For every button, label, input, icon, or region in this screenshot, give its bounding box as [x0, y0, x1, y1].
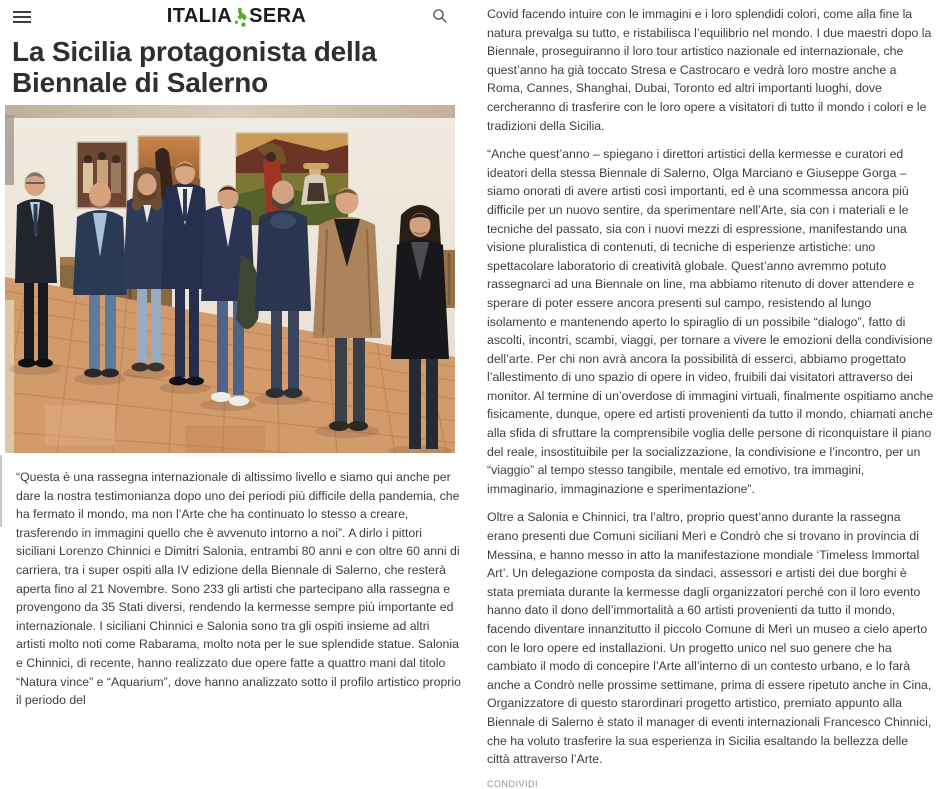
body-paragraph-2: “Anche quest’anno – spiegano i direttori artistici della kermesse e curatori ed ideatori della stessa Biennale di Salerno, Olga Marciano e Giuseppe Gorga – siamo onorati di avere artisti così importanti, ed è una scommessa ancora più difficile per un nuovo sentire, da sperimentare nell’Arte, sia con i materiali e le tecniche del passato, sia con i nuovi mezzi di espressione, manifestando una visione pluralistica di contenuti, di tecniche di esperienze artistiche: uno spettacolare laboratorio di creatività globale. Quest’anno avremmo potuto rassegnarci ad una Biennale on line, ma abbiamo ritenuto di dover attendere e sperare di poter essere ancora presenti sul campo, resistendo al lungo isolamento e mantenendo aperto lo spiraglio di un possibile “dialogo”, fatto di ascolti, incontri, scambi, viaggi, per tornare a vivere le emozioni della condivisione dell’arte. Per chi non avrà ancora la possibilità di esserci, abbiamo progettato l’allestimento di uno spazio di opere in video, fruibili dai visitatori attraverso dei monitor. Al termine di un’overdose di immagini virtuali, finalmente ospitiamo anche fisicamente, dunque, opere ed artisti provenienti da tutto il mondo, chiamati anche alla sfida di sfruttare la comprensibile voglia delle persone di riconquistare il piano del reale, insostituibile per la socializzazione, la condivisione e l’incontro, per un “viaggio” al tempo stesso tangibile, mentale ed emotivo, tra immagini, immaginario, immaginazione e sperimentazione”. — [487, 147, 934, 496]
italy-map-icon — [234, 7, 247, 27]
site-logo[interactable] — [167, 5, 307, 28]
left-column — [0, 0, 473, 708]
site-header — [0, 0, 473, 33]
hamburger-icon[interactable] — [13, 11, 31, 24]
lead-paragraph: “Questa è una rassegna internazionale di altissimo livello e siamo qui anche per dare la nostra testimonianza dopo uno dei periodi più difficile della pandemia, che ha fermato il mondo, ma non l’Arte che ha continuato lo stesso a creare, trasferendo in immagini quello che è avvenuto intorno a noi”. A dirlo i pittori siciliani Lorenzo Chinnici e Dimitri Salonia, entrambi 80 anni e con oltre 60 anni di carriera, tra i super ospiti alla IV edizione della Biennale di Salerno, che resterà aperta fino al 21 Novembre. Sono 233 gli artisti che partecipano alla rassegna e provengono da 35 Stati diversi, rendendo la kermesse sempre più importante ed internazionale. I siciliani Chinnici e Salonia sono tra gli ospiti insieme ad altri artisti molto noti come Rabarama, molto nota per le sue splendide statue. Salonia e Chinnici, di recente, hanno realizzato due opere fatte a quattro mani dal titolo “Natura vince” e “Aquarium”, dove hanno analizzato sotto il profilo artistico proprio il periodo del — [16, 470, 461, 708]
logo-text-italia: ITALIA — [166, 5, 233, 27]
scrollbar-fragment[interactable] — [0, 455, 2, 527]
article-photo — [5, 105, 455, 453]
search-icon[interactable] — [432, 8, 448, 24]
page-title: La Sicilia protagonista della Biennale di Salerno — [12, 36, 377, 98]
body-paragraph-1: Covid facendo intuire con le immagini e i loro splendidi colori, come alla fine la natura prevalga su tutto, e ristabilisca l’equilibrio nel mondo. I due maestri dopo la Biennale, proseguiranno il loro tour artistico nazionale ed internazionale, che quest’anno ha già toccato Stresa e Castrocaro e vedrà loro mostre anche a Roma, Cannes, Shanghai, Dubai, Toronto ed altri importanti luoghi, dove cercheranno di trasferire con le loro opere a visitatori di tutto il mondo i colori e le tradizioni della Sicilia. — [487, 7, 932, 133]
body-paragraph-3: Oltre a Salonia e Chinnici, tra l’altro, proprio quest’anno durante la rassegna erano presenti due Comuni siciliani Merì e Condrò che si trovano in provincia di Messina, e hanno messo in atto la manifestazione mondiale ‘Timeless Immortal Art’. Un delegazione composta da sindaci, assessori e artisti dei due borghi è stata premiata durante la kermesse dagli organizzatori perché con il loro evento hanno dato il dono dell’immortalità a 60 artisti provenienti da tutto il mondo, facendo diventare innanzitutto il piccolo Comune di Merì un museo a cielo aperto con le loro opere ed installazioni. Un progetto unico nel suo genere che ha cambiato il modo di concepire l’Arte all’interno di un contesto urbano, e lo farà anche a Condrò nelle prossime settimane, prima di essere ripetuto anche in Cina, Organizzatore di questo starordinari progetto artistico, premiato appunto alla Biennale di Salerno è stato il manager di eventi internazionali Francesco Chinnici, che ha voluto trasferire la sua esperienza in Sicilia esaltando la bellezza delle città attraverso l’Arte. — [487, 510, 932, 767]
share-button[interactable]: CONDIVIDI — [487, 778, 539, 789]
right-column — [473, 0, 946, 789]
logo-text-sera: SERA — [249, 5, 307, 27]
